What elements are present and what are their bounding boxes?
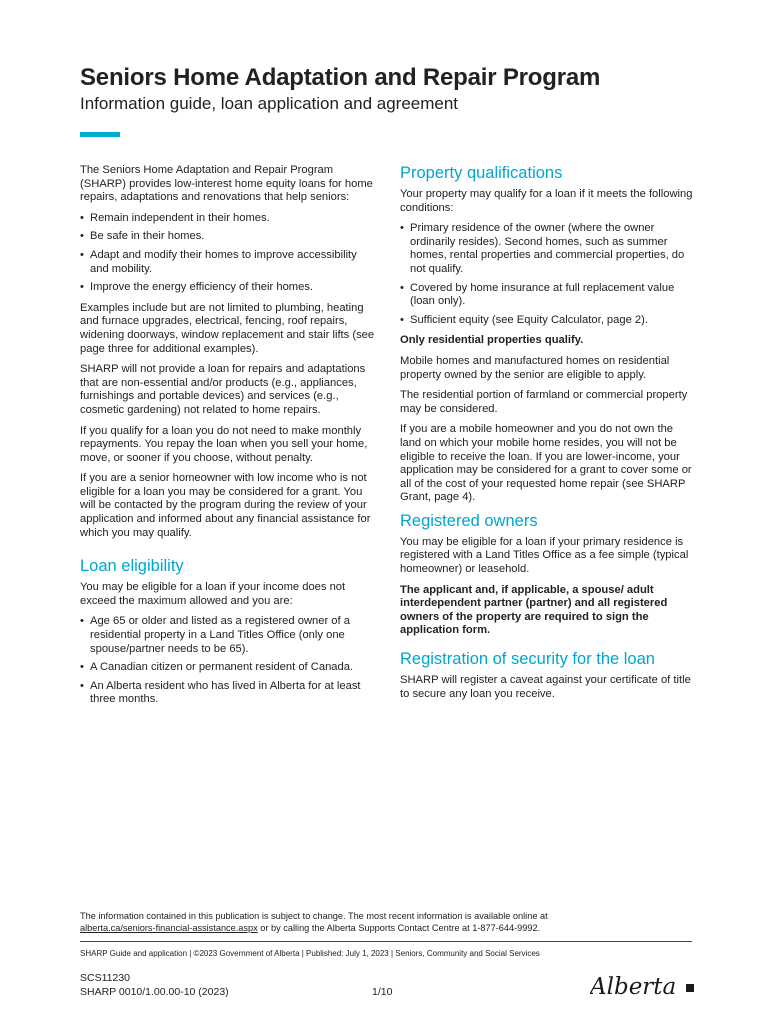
property-qualifications-heading: Property qualifications xyxy=(400,164,563,182)
footer-note xyxy=(80,910,700,934)
intro-paragraph: The Seniors Home Adaptation and Repair Program (SHARP) provides low-interest home equity loans for home repairs, adaptations and renovations that help seniors: xyxy=(80,164,373,204)
list-item: • Sufficient equity (see Equity Calculator, page 2). xyxy=(400,314,696,328)
logo-mark xyxy=(686,984,694,992)
list-item: • Primary residence of the owner (where the owner ordinarily resides). Second homes, such as summer homes, rental properties and commercial properties, do not qualify. xyxy=(400,222,696,276)
list-item: • Age 65 or older and listed as a registered owner of a residential property in a Land Titles Office (only one spouse/partner needs to be 65). xyxy=(80,615,376,656)
form-code: SCS11230 xyxy=(80,972,131,984)
list-item: • Remain independent in their homes. xyxy=(80,212,376,226)
security-registration-heading: Registration of security for the loan xyxy=(400,650,655,669)
footer-note-contact: or by calling the Alberta Supports Contact Centre at 1-877-644-9992. xyxy=(257,923,541,933)
repayment-paragraph: If you qualify for a loan you do not need to make monthly repayments. You repay the loan when you sell your home, move, or sooner if you choose, without penalty. xyxy=(80,424,368,464)
alberta-logo-icon xyxy=(590,972,695,1002)
right-column xyxy=(400,164,696,708)
mobile-owner-paragraph: If you are a mobile homeowner and you do not own the land on which your mobile home resides, you will not be eligible to receive the loan. If you are lower-income, your application may be considered for a grant to cover some or all of the cost of your requested home repair (see SHARP Grant, page 4). xyxy=(400,423,692,504)
goals-list xyxy=(80,212,376,295)
left-column xyxy=(80,164,376,714)
security-registration-paragraph: SHARP will register a caveat against your certificate of title to secure any loan you receive. xyxy=(400,674,691,700)
loan-intro-paragraph: You may be eligible for a loan if your income does not exceed the maximum allowed and you are: xyxy=(80,581,346,607)
mobile-homes-paragraph: Mobile homes and manufactured homes on residential property owned by the senior are eligible to apply. xyxy=(400,354,670,381)
list-item: • Adapt and modify their homes to improve accessibility and mobility. xyxy=(80,249,376,276)
grant-paragraph: If you are a senior homeowner with low income who is not eligible for a loan you may be considered for a grant. You will be contacted by the program during the review of your application and informed about any financial assistance for which you may qualify. xyxy=(80,472,371,539)
accent-bar xyxy=(80,132,120,137)
document-subtitle: Information guide, loan application and agreement xyxy=(80,94,459,113)
footer-meta: SHARP Guide and application | ©2023 Government of Alberta | Published: July 1, 2023 | Seniors, Community and Social Services xyxy=(80,949,540,958)
list-item: • Improve the energy efficiency of their homes. xyxy=(80,281,376,295)
list-item: • An Alberta resident who has lived in Alberta for at least three months. xyxy=(80,680,376,707)
registered-owners-heading: Registered owners xyxy=(400,511,538,530)
property-conditions-list xyxy=(400,222,696,327)
page-number: 1/10 xyxy=(372,986,393,998)
document-title: Seniors Home Adaptation and Repair Program xyxy=(80,64,601,91)
footer-note-text: The information contained in this publication is subject to change. The most recent information is available online at xyxy=(80,911,548,921)
list-item: • Be safe in their homes. xyxy=(80,230,376,244)
signature-requirement-note: The applicant and, if applicable, a spouse/ adult interdependent partner (partner) and all registered owners of the property are required to sign the application form. xyxy=(400,583,668,637)
property-intro-paragraph: Your property may qualify for a loan if it meets the following conditions: xyxy=(400,188,693,214)
list-item: • A Canadian citizen or permanent resident of Canada. xyxy=(80,661,376,675)
farmland-paragraph: The residential portion of farmland or commercial property may be considered. xyxy=(400,389,688,415)
loan-eligibility-heading: Loan eligibility xyxy=(80,557,184,576)
registered-owners-paragraph: You may be eligible for a loan if your primary residence is registered with a Land Titles Office as a fee simple (typical homeowner) or leasehold. xyxy=(400,535,689,576)
examples-paragraph: Examples include but are not limited to plumbing, heating and furnace upgrades, electrical, fencing, roof repairs, widening doorways, window replacement and stair lifts (see page three for additional examples). xyxy=(80,301,375,355)
loan-criteria-list xyxy=(80,615,376,707)
list-item: • Covered by home insurance at full replacement value (loan only). xyxy=(400,282,696,309)
exclusions-paragraph: SHARP will not provide a loan for repairs and adaptations that are non-essential and/or products (e.g., appliances, furnishings and portable devices) and services (e.g., cosmetic gardening) not related to home repairs. xyxy=(80,363,366,416)
form-version: SHARP 0010/1.00.00-10 (2023) xyxy=(80,986,229,998)
financial-assistance-link[interactable]: alberta.ca/seniors-financial-assistance.aspx xyxy=(80,923,258,933)
alberta-logo-text: Alberta xyxy=(590,974,677,1000)
footer-divider xyxy=(80,941,692,942)
residential-only-note: Only residential properties qualify. xyxy=(400,334,584,347)
